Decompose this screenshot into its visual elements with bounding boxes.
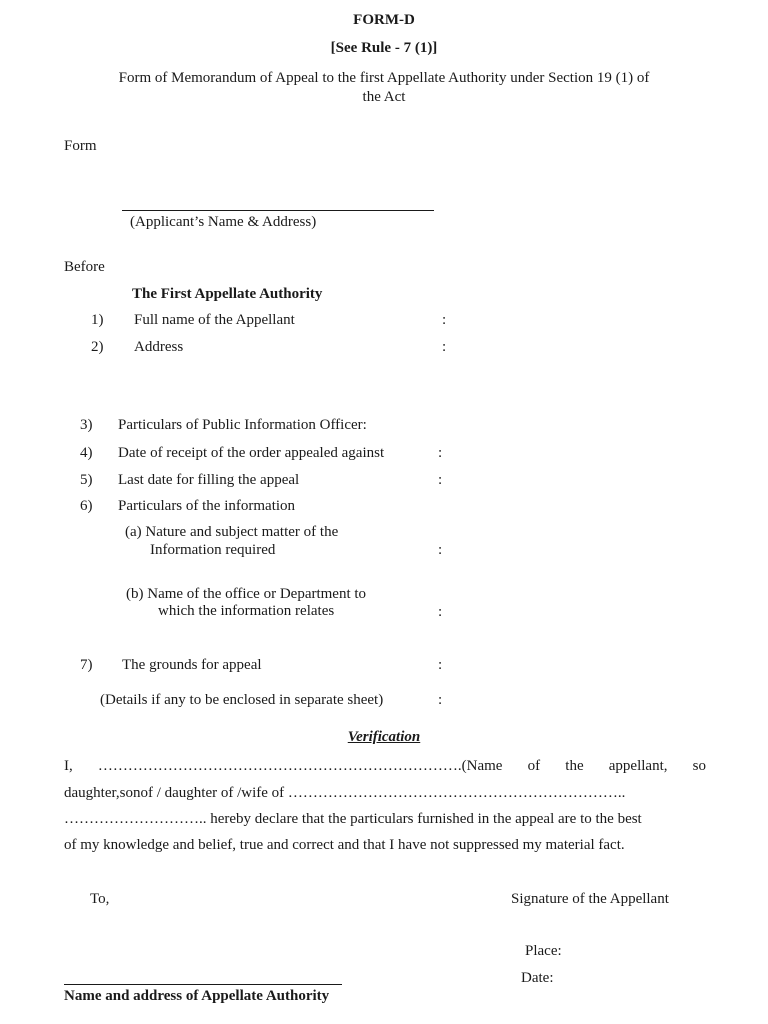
applicant-caption: (Applicant’s Name & Address) [130,214,317,230]
verification-word: of [527,758,541,774]
verification-line-3: ……………………….. hereby declare that the particulars furnished in the appeal are to the best [64,811,642,827]
applicant-signature-line [122,210,434,211]
item-number-5: 5) [80,472,93,488]
item-label-receipt-date: Date of receipt of the order appealed against [118,445,385,461]
from-label: Form [64,138,97,154]
item-colon: : [438,472,443,488]
item-colon: : [442,312,447,328]
item-label-pio-particulars: Particulars of Public Information Officer: [118,417,367,433]
form-subtitle-line-2: the Act [362,89,406,105]
sub-item-a-line-2: Information required [150,542,276,558]
date-label: Date: [521,970,554,986]
to-label: To, [90,891,110,907]
item-label-information-particulars: Particulars of the information [118,498,296,514]
signature-label: Signature of the Appellant [511,891,669,907]
item-number-6: 6) [80,498,93,514]
verification-line-1 [64,758,706,775]
item-number-4: 4) [80,445,93,461]
verification-word: appellant, [608,758,668,774]
appellate-authority-caption: Name and address of Appellate Authority [64,988,330,1004]
item-number-1: 1) [91,312,104,328]
sub-item-b-line-1: (b) Name of the office or Department to [126,586,367,602]
item-label-last-date: Last date for filling the appeal [118,472,300,488]
item-colon: : [442,339,447,355]
authority-heading: The First Appellate Authority [132,286,323,302]
item-colon: : [438,692,443,708]
verification-line-4: of my knowledge and belief, true and correct and that I have not suppressed my material fact. [64,837,625,853]
item-number-2: 2) [91,339,104,355]
authority-signature-line [64,984,342,985]
details-note: (Details if any to be enclosed in separate sheet) [100,692,384,708]
verification-heading-wrap [0,729,768,746]
sub-item-b-line-2: which the information relates [158,603,335,619]
before-label: Before [64,259,105,275]
verification-word: the [565,758,584,774]
item-label-full-name: Full name of the Appellant [134,312,295,328]
item-label-address: Address [134,339,184,355]
item-number-3: 3) [80,417,93,433]
sub-item-a-line-1: (a) Nature and subject matter of the [125,524,339,540]
item-number-7: 7) [80,657,93,673]
verification-heading: Verification [347,729,421,745]
item-label-grounds: The grounds for appeal [122,657,262,673]
item-colon: : [438,542,443,558]
item-colon: : [438,657,443,673]
form-title: FORM-D [353,12,415,28]
form-subtitle-line-1: Form of Memorandum of Appeal to the first Appellate Authority under Section 19 (1) of [118,70,650,86]
verification-line-2: daughter,sonof / daughter of /wife of ………………………………………………………….. [64,785,626,801]
item-colon: : [438,445,443,461]
verification-word: ……………………………………………………………….(Name [97,758,503,774]
place-label: Place: [525,943,562,959]
rule-reference: [See Rule - 7 (1)] [330,40,438,56]
item-colon: : [438,604,443,620]
verification-word: I, [64,758,73,774]
verification-word: so [692,758,706,774]
